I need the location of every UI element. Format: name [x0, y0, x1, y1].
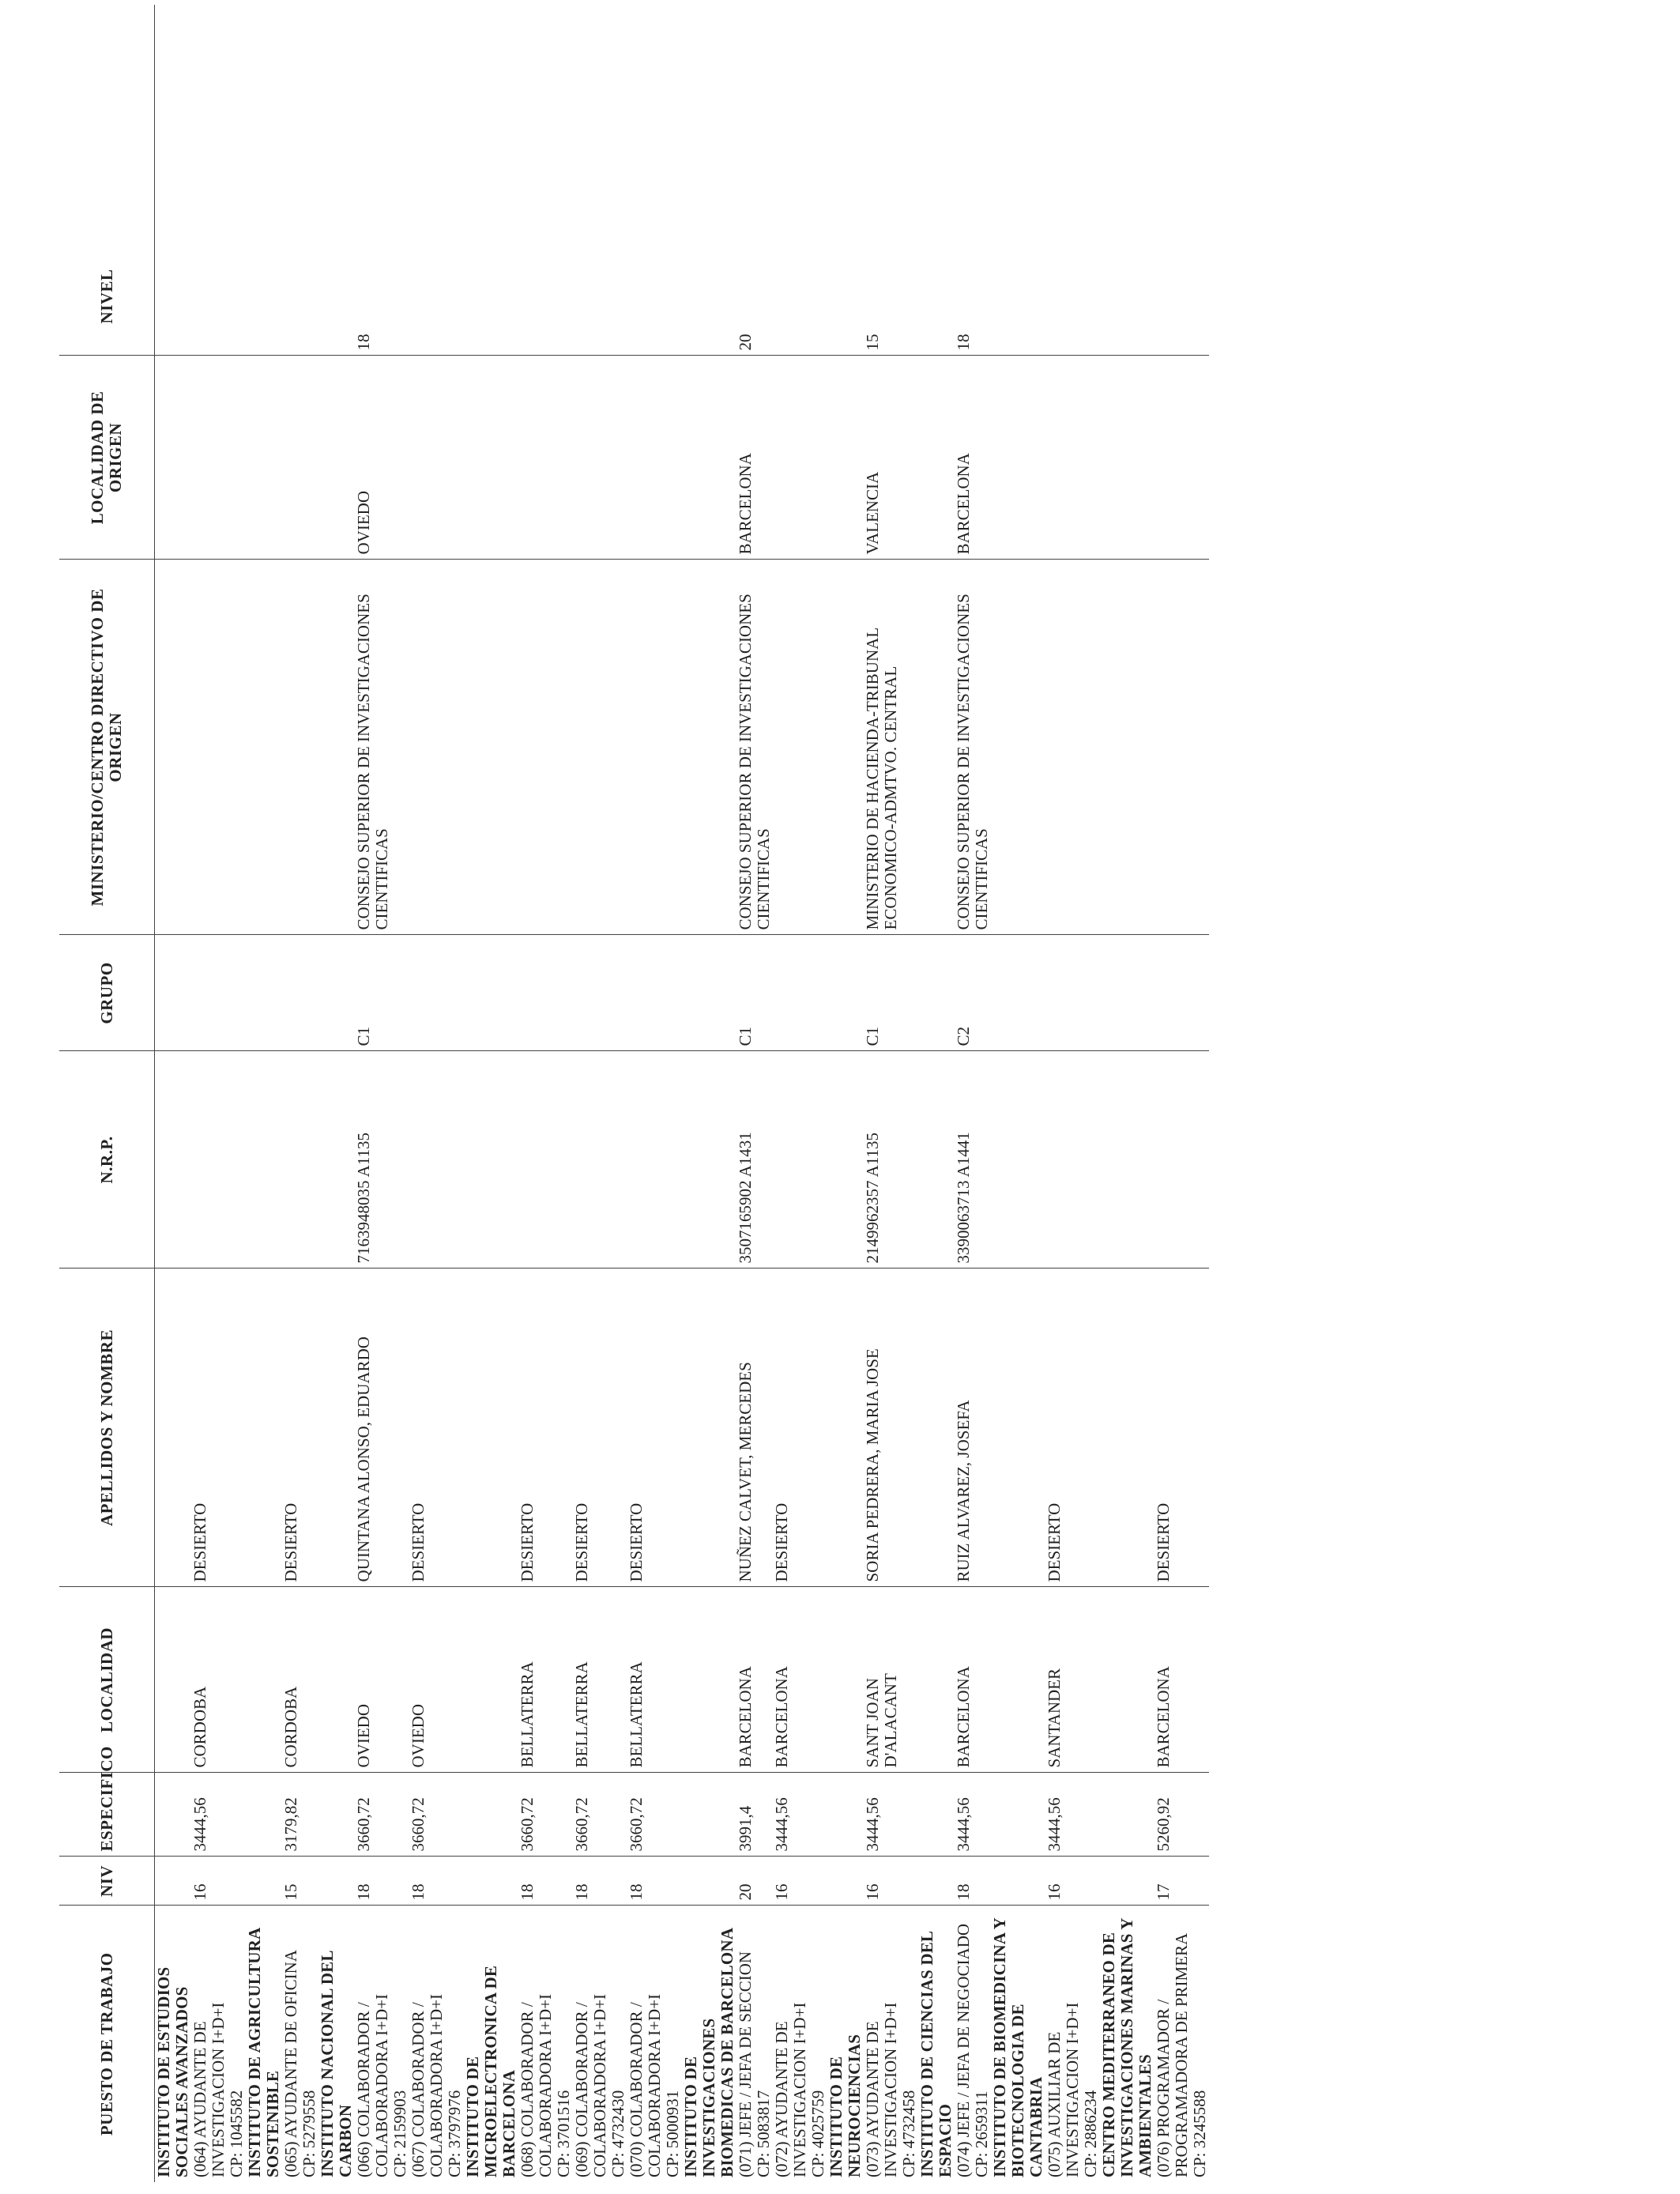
puesto-text: (068) COLABORADOR / COLABORADORA I+D+I [518, 1994, 555, 2177]
empty-cell [991, 1051, 1045, 1269]
empty-cell [464, 560, 518, 935]
nrp-cell [573, 1051, 627, 1269]
apellidos-cell: NUÑEZ CALVET, MERCEDES [736, 1269, 773, 1587]
puesto-text: (066) COLABORADOR / COLABORADORA I+D+I [354, 1994, 391, 2177]
puesto-cell [1045, 1906, 1100, 2182]
cp-code: CP: 4732430 [608, 2090, 627, 2177]
empty-cell [464, 935, 518, 1051]
nivel-cell [409, 5, 464, 356]
nrp-cell: 3507165902 A1431 [736, 1051, 773, 1269]
empty-cell [246, 935, 282, 1051]
grupo-cell: C2 [955, 935, 991, 1051]
ministerio-cell [518, 560, 573, 935]
grupo-cell [409, 935, 464, 1051]
localidad-cell: SANT JOAN D'ALACANT [864, 1587, 918, 1773]
section-title: INSTITUTO DE MICROELECTRONICA DE BARCELONA [463, 1965, 518, 2177]
empty-cell [155, 1773, 192, 1857]
puesto-text: (065) AYUDANTE DE OFICINA [281, 1950, 300, 2177]
grupo-cell: C1 [736, 935, 773, 1051]
grupo-cell [773, 935, 827, 1051]
niv-cell: 16 [864, 1857, 918, 1906]
nrp-cell [1045, 1051, 1100, 1269]
cp-code: CP: 3245588 [1190, 2090, 1209, 2177]
table-body [155, 5, 1210, 2182]
localidad-origen-cell [518, 356, 573, 560]
localidad-origen-cell [773, 356, 827, 560]
grupo-cell [627, 935, 682, 1051]
localidad-cell: CORDOBA [282, 1587, 318, 1773]
nrp-cell [518, 1051, 573, 1269]
ministerio-cell: CONSEJO SUPERIOR DE INVESTIGACIONES CIENTIFICAS [955, 560, 991, 935]
empty-cell [1100, 356, 1155, 560]
empty-cell [918, 935, 955, 1051]
puesto-cell [1155, 1906, 1209, 2182]
apellidos-cell: RUIZ ALVAREZ, JOSEFA [955, 1269, 991, 1587]
empty-cell [682, 1051, 736, 1269]
empty-cell [318, 1587, 355, 1773]
empty-cell [155, 560, 192, 935]
niv-cell: 18 [518, 1857, 573, 1906]
especifico-cell: 3660,72 [518, 1773, 573, 1857]
empty-cell [1100, 935, 1155, 1051]
empty-cell [155, 1587, 192, 1773]
empty-cell [1100, 560, 1155, 935]
especifico-cell: 3444,56 [955, 1773, 991, 1857]
nivel-cell: 18 [955, 5, 991, 356]
table-row [773, 5, 827, 2182]
apellidos-cell: DESIERTO [282, 1269, 318, 1587]
nivel-cell [627, 5, 682, 356]
section-row [827, 5, 864, 2182]
empty-cell [246, 1051, 282, 1269]
nivel-cell [1155, 5, 1209, 356]
especifico-cell: 3179,82 [282, 1773, 318, 1857]
empty-cell [1100, 1051, 1155, 1269]
puesto-cell [573, 1906, 627, 2182]
section-row [682, 5, 736, 2182]
localidad-origen-cell: OVIEDO [355, 356, 409, 560]
empty-cell [318, 5, 355, 356]
empty-cell [464, 356, 518, 560]
header-localidad: LOCALIDAD [59, 1587, 155, 1773]
localidad-origen-cell: VALENCIA [864, 356, 918, 560]
ministerio-cell: MINISTERIO DE HACIENDA-TRIBUNAL ECONOMICO-ADMTVO. CENTRAL [864, 560, 918, 935]
section-title: INSTITUTO DE AGRICULTURA SOSTENIBLE [245, 1928, 282, 2177]
ministerio-cell: CONSEJO SUPERIOR DE INVESTIGACIONES CIENTIFICAS [355, 560, 409, 935]
cp-code: CP: 5279558 [299, 2090, 318, 2177]
empty-cell [1100, 1773, 1155, 1857]
puesto-cell [191, 1906, 246, 2182]
especifico-cell: 3660,72 [409, 1773, 464, 1857]
header-row [59, 5, 155, 2182]
localidad-origen-cell: BARCELONA [736, 356, 773, 560]
empty-cell [682, 1587, 736, 1773]
nrp-cell: 2149962357 A1135 [864, 1051, 918, 1269]
ministerio-cell [627, 560, 682, 935]
cp-code: CP: 4025759 [808, 2090, 827, 2177]
niv-cell: 17 [1155, 1857, 1209, 1906]
especifico-cell: 3991,4 [736, 1773, 773, 1857]
cp-code: CP: 2886234 [1081, 2090, 1100, 2177]
empty-cell [918, 1051, 955, 1269]
empty-cell [1100, 1857, 1155, 1906]
ministerio-cell [282, 560, 318, 935]
section-title: INSTITUTO DE CIENCIAS DEL ESPACIO [917, 1932, 955, 2177]
nivel-cell [773, 5, 827, 356]
header-niv: NIV [59, 1857, 155, 1906]
section-row [155, 5, 192, 2182]
empty-cell [246, 1269, 282, 1587]
table-row [955, 5, 991, 2182]
ministerio-cell [573, 560, 627, 935]
localidad-cell: OVIEDO [355, 1587, 409, 1773]
empty-cell [318, 935, 355, 1051]
table-row [1045, 5, 1100, 2182]
empty-cell [682, 1269, 736, 1587]
puesto-text: (067) COLABORADOR / COLABORADORA I+D+I [409, 1994, 446, 2177]
empty-cell [991, 1773, 1045, 1857]
apellidos-cell: DESIERTO [1155, 1269, 1209, 1587]
localidad-cell: BELLATERRA [573, 1587, 627, 1773]
puesto-cell [773, 1906, 827, 2182]
especifico-cell: 3660,72 [627, 1773, 682, 1857]
empty-cell [464, 1587, 518, 1773]
nivel-cell [518, 5, 573, 356]
localidad-origen-cell [1045, 356, 1100, 560]
empty-cell [464, 1051, 518, 1269]
cp-code: CP: 2659311 [972, 2090, 991, 2177]
grupo-cell [1045, 935, 1100, 1051]
empty-cell [318, 1269, 355, 1587]
header-puesto: PUESTO DE TRABAJO [59, 1906, 155, 2182]
niv-cell: 16 [773, 1857, 827, 1906]
puesto-cell [518, 1906, 573, 2182]
empty-cell [464, 1857, 518, 1906]
nrp-cell [627, 1051, 682, 1269]
empty-cell [318, 356, 355, 560]
niv-cell: 18 [355, 1857, 409, 1906]
table-row [627, 5, 682, 2182]
section-row [991, 5, 1045, 2182]
table-row [409, 5, 464, 2182]
puesto-text: (064) AYUDANTE DE INVESTIGACION I+D+I [190, 2002, 228, 2177]
empty-cell [246, 1587, 282, 1773]
localidad-cell: BARCELONA [736, 1587, 773, 1773]
empty-cell [246, 1773, 282, 1857]
cp-code: CP: 3797976 [445, 2090, 464, 2177]
empty-cell [1100, 1269, 1155, 1587]
puesto-cell [955, 1906, 991, 2182]
empty-cell [827, 1587, 864, 1773]
empty-cell [827, 1773, 864, 1857]
nrp-cell: 3390063713 A1441 [955, 1051, 991, 1269]
cp-code: CP: 2159903 [390, 2090, 409, 2177]
table-row [282, 5, 318, 2182]
apellidos-cell: DESIERTO [409, 1269, 464, 1587]
apellidos-cell: DESIERTO [518, 1269, 573, 1587]
empty-cell [155, 1857, 192, 1906]
table-row [1155, 5, 1209, 2182]
empty-cell [464, 5, 518, 356]
empty-cell [991, 1857, 1045, 1906]
puesto-text: (074) JEFE / JEFA DE NEGOCIADO [954, 1923, 973, 2177]
empty-cell [1100, 1587, 1155, 1773]
grupo-cell: C1 [864, 935, 918, 1051]
section-title: INSTITUTO DE NEUROCIENCIAS [827, 2034, 864, 2177]
puesto-text: (069) COLABORADOR / COLABORADORA I+D+I [572, 1994, 609, 2177]
empty-cell [918, 1857, 955, 1906]
localidad-origen-cell [627, 356, 682, 560]
empty-cell [918, 1269, 955, 1587]
section-title: INSTITUTO DE INVESTIGACIONES BIOMEDICAS DE BARCELONA [681, 1927, 736, 2177]
localidad-origen-cell [1155, 356, 1209, 560]
localidad-cell: CORDOBA [191, 1587, 246, 1773]
section-title: INSTITUTO NACIONAL DEL CARBON [318, 1951, 355, 2177]
localidad-cell: BELLATERRA [627, 1587, 682, 1773]
grupo-cell [282, 935, 318, 1051]
puesto-text: (072) AYUDANTE DE INVESTIGACION I+D+I [772, 2002, 809, 2177]
localidad-origen-cell: BARCELONA [955, 356, 991, 560]
localidad-origen-cell [573, 356, 627, 560]
especifico-cell: 3444,56 [191, 1773, 246, 1857]
results-table [59, 5, 1209, 2182]
header-nrp: N.R.P. [59, 1051, 155, 1269]
puesto-text: (075) AUXILIAR DE INVESTIGACION I+D+I [1045, 2002, 1082, 2177]
empty-cell [246, 356, 282, 560]
table-row [573, 5, 627, 2182]
empty-cell [918, 356, 955, 560]
nivel-cell [191, 5, 246, 356]
apellidos-cell: DESIERTO [627, 1269, 682, 1587]
ministerio-cell [1045, 560, 1100, 935]
empty-cell [991, 1587, 1045, 1773]
niv-cell: 18 [627, 1857, 682, 1906]
grupo-cell [1155, 935, 1209, 1051]
niv-cell: 18 [573, 1857, 627, 1906]
apellidos-cell: DESIERTO [1045, 1269, 1100, 1587]
empty-cell [318, 560, 355, 935]
apellidos-cell: QUINTANA ALONSO, EDUARDO [355, 1269, 409, 1587]
apellidos-cell: DESIERTO [191, 1269, 246, 1587]
nivel-cell [573, 5, 627, 356]
empty-cell [827, 356, 864, 560]
ministerio-cell: CONSEJO SUPERIOR DE INVESTIGACIONES CIENTIFICAS [736, 560, 773, 935]
empty-cell [918, 1587, 955, 1773]
table-row [355, 5, 409, 2182]
empty-cell [991, 560, 1045, 935]
section-title: INSTITUTO DE BIOMEDICINA Y BIOTECNOLOGIA DE CANTABRIA [990, 1917, 1045, 2177]
niv-cell: 18 [955, 1857, 991, 1906]
puesto-cell [864, 1906, 918, 2182]
grupo-cell [518, 935, 573, 1051]
empty-cell [918, 5, 955, 356]
header-nivel: NIVEL [59, 5, 155, 356]
empty-cell [155, 5, 192, 356]
empty-cell [827, 1051, 864, 1269]
cp-code: CP: 1045582 [227, 2090, 246, 2177]
empty-cell [918, 560, 955, 935]
empty-cell [682, 1857, 736, 1906]
cp-code: CP: 5083817 [754, 2090, 773, 2177]
nrp-cell [1155, 1051, 1209, 1269]
localidad-origen-cell [282, 356, 318, 560]
cp-code: CP: 5000931 [663, 2090, 682, 2177]
empty-cell [827, 935, 864, 1051]
empty-cell [827, 1857, 864, 1906]
especifico-cell: 3444,56 [773, 1773, 827, 1857]
nivel-cell: 18 [355, 5, 409, 356]
header-localidad-origen: LOCALIDAD DE ORIGEN [59, 356, 155, 560]
puesto-cell [736, 1906, 773, 2182]
table-row [736, 5, 773, 2182]
section-row [246, 5, 282, 2182]
empty-cell [991, 5, 1045, 356]
nrp-cell [773, 1051, 827, 1269]
puesto-text: (073) AYUDANTE DE INVESTIGACION I+D+I [863, 2002, 900, 2177]
empty-cell [318, 1051, 355, 1269]
empty-cell [991, 356, 1045, 560]
header-apellidos: APELLIDOS Y NOMBRE [59, 1269, 155, 1587]
niv-cell: 18 [409, 1857, 464, 1906]
niv-cell: 16 [1045, 1857, 1100, 1906]
section-title: CENTRO MEDITERRANEO DE INVESTIGACIONES MARINAS Y AMBIENTALES [1099, 1918, 1155, 2177]
empty-cell [464, 1269, 518, 1587]
header-especifico: ESPECIFICO [59, 1773, 155, 1857]
ministerio-cell [1155, 560, 1209, 935]
niv-cell: 16 [191, 1857, 246, 1906]
empty-cell [155, 356, 192, 560]
empty-cell [246, 560, 282, 935]
puesto-text: (071) JEFE / JEFA DE SECCION [736, 1951, 755, 2177]
ministerio-cell [773, 560, 827, 935]
grupo-cell [573, 935, 627, 1051]
nivel-cell [1045, 5, 1100, 356]
puesto-cell [627, 1906, 682, 2182]
especifico-cell: 3444,56 [1045, 1773, 1100, 1857]
localidad-origen-cell [409, 356, 464, 560]
empty-cell [682, 1773, 736, 1857]
empty-cell [827, 1269, 864, 1587]
localidad-cell: BARCELONA [773, 1587, 827, 1773]
nivel-cell [282, 5, 318, 356]
empty-cell [464, 1773, 518, 1857]
nivel-cell: 15 [864, 5, 918, 356]
localidad-cell: BARCELONA [1155, 1587, 1209, 1773]
table-row [191, 5, 246, 2182]
puesto-text: (070) COLABORADOR / COLABORADORA I+D+I [627, 1994, 664, 2177]
grupo-cell: C1 [355, 935, 409, 1051]
cp-code: CP: 4732458 [899, 2090, 918, 2177]
section-row [318, 5, 355, 2182]
especifico-cell: 3444,56 [864, 1773, 918, 1857]
empty-cell [682, 935, 736, 1051]
empty-cell [246, 1857, 282, 1906]
localidad-cell: SANTANDER [1045, 1587, 1100, 1773]
nivel-cell: 20 [736, 5, 773, 356]
especifico-cell: 3660,72 [355, 1773, 409, 1857]
apellidos-cell: DESIERTO [573, 1269, 627, 1587]
section-row [918, 5, 955, 2182]
nrp-cell [409, 1051, 464, 1269]
empty-cell [827, 560, 864, 935]
section-row [1100, 5, 1155, 2182]
empty-cell [155, 1269, 192, 1587]
especifico-cell: 3660,72 [573, 1773, 627, 1857]
empty-cell [682, 356, 736, 560]
empty-cell [318, 1857, 355, 1906]
cp-code: CP: 3701516 [554, 2090, 573, 2177]
empty-cell [918, 1773, 955, 1857]
especifico-cell: 5260,92 [1155, 1773, 1209, 1857]
table-row [518, 5, 573, 2182]
localidad-cell: BELLATERRA [518, 1587, 573, 1773]
nrp-cell [191, 1051, 246, 1269]
localidad-origen-cell [191, 356, 246, 560]
empty-cell [991, 935, 1045, 1051]
section-row [464, 5, 518, 2182]
apellidos-cell: SORIA PEDRERA, MARIA JOSE [864, 1269, 918, 1587]
localidad-cell: BARCELONA [955, 1587, 991, 1773]
apellidos-cell: DESIERTO [773, 1269, 827, 1587]
empty-cell [682, 560, 736, 935]
puesto-text: (076) PROGRAMADOR / PROGRAMADORA DE PRIMERA [1154, 1932, 1191, 2177]
nrp-cell: 7163948035 A1135 [355, 1051, 409, 1269]
section-title: INSTITUTO DE ESTUDIOS SOCIALES AVANZADOS [154, 1966, 191, 2177]
empty-cell [155, 1051, 192, 1269]
puesto-cell [409, 1906, 464, 2182]
empty-cell [155, 935, 192, 1051]
puesto-cell [282, 1906, 318, 2182]
empty-cell [827, 5, 864, 356]
empty-cell [246, 5, 282, 356]
header-grupo: GRUPO [59, 935, 155, 1051]
ministerio-cell [191, 560, 246, 935]
table-row [864, 5, 918, 2182]
empty-cell [318, 1773, 355, 1857]
nrp-cell [282, 1051, 318, 1269]
empty-cell [991, 1269, 1045, 1587]
header-ministerio: MINISTERIO/CENTRO DIRECTIVO DE ORIGEN [59, 560, 155, 935]
localidad-cell: OVIEDO [409, 1587, 464, 1773]
niv-cell: 20 [736, 1857, 773, 1906]
puesto-cell [355, 1906, 409, 2182]
niv-cell: 15 [282, 1857, 318, 1906]
grupo-cell [191, 935, 246, 1051]
empty-cell [682, 5, 736, 356]
ministerio-cell [409, 560, 464, 935]
empty-cell [1100, 5, 1155, 356]
